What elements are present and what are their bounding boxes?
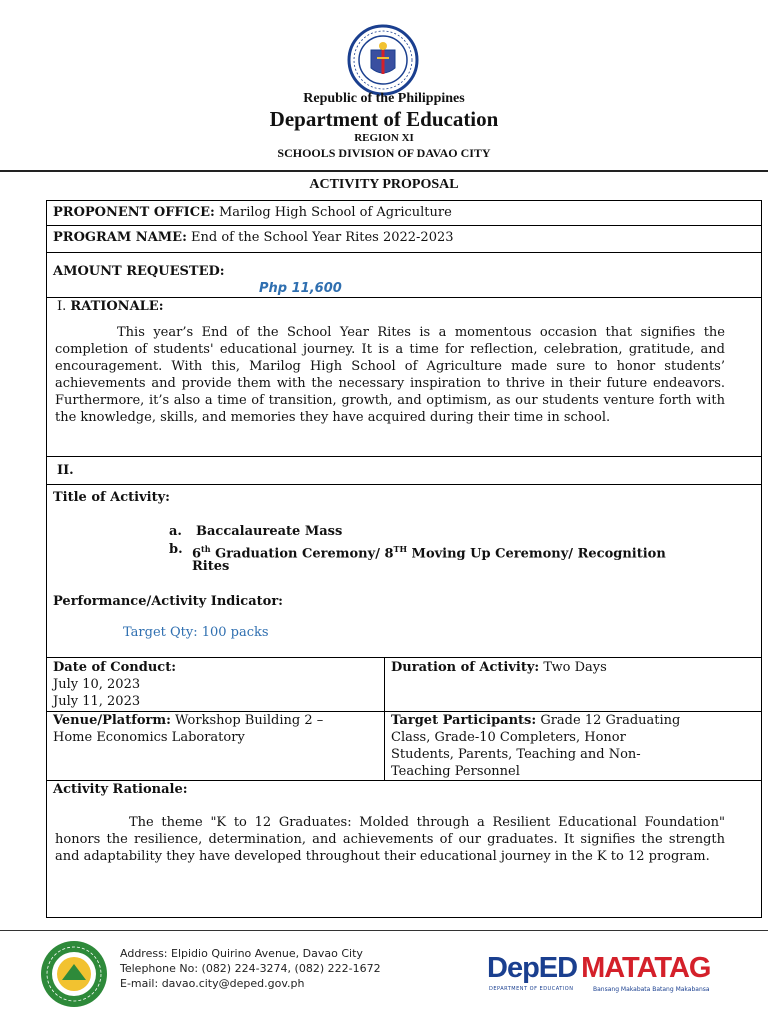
rationale-row [47,298,761,457]
item-b-sup2: TH [393,544,408,554]
footer-telephone: Telephone No: (082) 224-3274, (082) 222-1672 [120,962,381,975]
footer-divider [0,930,768,931]
venue-label: Venue/Platform: [53,713,171,728]
proponent-value: Marilog High School of Agriculture [218,205,452,220]
republic-heading: Republic of the Philippines [303,91,465,106]
matatag-subtitle: Bansang Makabata Batang Makabansa [593,986,710,993]
duration-value: Two Days [543,660,607,675]
conduct-date-2: July 11, 2023 [53,694,141,709]
proponent-label: PROPONENT OFFICE: [53,205,215,220]
activity-rationale-label: Activity Rationale: [53,782,188,797]
target-qty: Target Qty: 100 packs [123,625,269,640]
item-b-num1: 6 [192,546,202,562]
section-two-number: II. [57,463,74,478]
department-heading: Department of Education [269,107,499,131]
participants-value-2: Class, Grade-10 Completers, Honor [391,730,626,745]
amount-value: Php 11,600 [259,281,342,296]
item-b-text2: Moving Up Ceremony/ Recognition [407,546,666,562]
activity-item-a-marker: a. [169,524,182,539]
region-heading: REGION XI [354,132,414,144]
header-divider [0,170,768,172]
activity-item-b-line2: Rites [192,559,230,574]
amount-label: AMOUNT REQUESTED: [53,264,225,279]
column-divider [384,658,385,780]
activity-rationale-text: The theme "K to 12 Graduates: Molded through a Resilient Educational Foundation" honors the resilience, determination, and achievements of our graduates. It signifies the strength and adaptability they have developed throughout their educational journey in the K to 12 program. [55,815,725,864]
activity-item-b [192,541,666,562]
participants-value-1: Grade 12 Graduating [540,713,681,728]
division-heading: SCHOOLS DIVISION OF DAVAO CITY [277,146,491,160]
deped-seal-icon [347,24,419,96]
item-b-text1: Graduation Ceremony/ 8 [210,546,394,562]
venue-value-2: Home Economics Laboratory [53,730,245,745]
deped-matatag-logo [487,952,710,985]
conduct-row [47,658,761,712]
proposal-form [46,200,762,918]
conduct-date-1: July 10, 2023 [53,677,141,692]
amount-row [47,253,761,298]
item-b-sup1: th [201,544,211,554]
davao-division-logo-icon [40,940,108,1008]
conduct-label: Date of Conduct: [53,660,177,675]
program-row [47,226,761,253]
venue-row [47,712,761,781]
document-title: ACTIVITY PROPOSAL [309,177,459,192]
proponent-row [47,201,761,226]
rationale-text: This year’s End of the School Year Rites is a momentous occasion that signifies the completion of students' educational journey. It is a time for reflection, celebration, gratitude, and encouragement. With this, Marilog High School of Agriculture made sure to honor students’ achievements and provide them with the necessary inspiration to thrive in their future endeavors. Furthermore, it’s also a time of transition, growth, and optimism, as our students venture forth with the knowledge, skills, and memories they have acquired during their time in school. [55,325,725,425]
program-value: End of the School Year Rites 2022-2023 [191,230,454,245]
participants-value-3: Students, Parents, Teaching and Non- [391,747,641,762]
participants-value-4: Teaching Personnel [391,764,520,779]
activity-block [47,485,761,658]
deped-wordmark: DepED [487,952,578,984]
duration-label: Duration of Activity: [391,660,540,675]
program-label: PROGRAM NAME: [53,230,187,245]
rationale-number: I. [57,299,67,314]
rationale-label: RATIONALE: [70,299,164,314]
footer-email: E-mail: davao.city@deped.gov.ph [120,977,305,990]
participants-label: Target Participants: [391,713,537,728]
deped-subtitle: DEPARTMENT OF EDUCATION [489,986,574,992]
footer-address: Address: Elpidio Quirino Avenue, Davao City [120,947,363,960]
activity-item-b-marker: b. [169,542,183,557]
section-two-row [47,457,761,485]
matatag-wordmark: MATATAG [581,952,711,984]
venue-value-1: Workshop Building 2 – [175,713,324,728]
indicator-label: Performance/Activity Indicator: [53,594,283,609]
activity-item-a: Baccalaureate Mass [196,524,343,539]
activity-title-label: Title of Activity: [53,490,170,505]
